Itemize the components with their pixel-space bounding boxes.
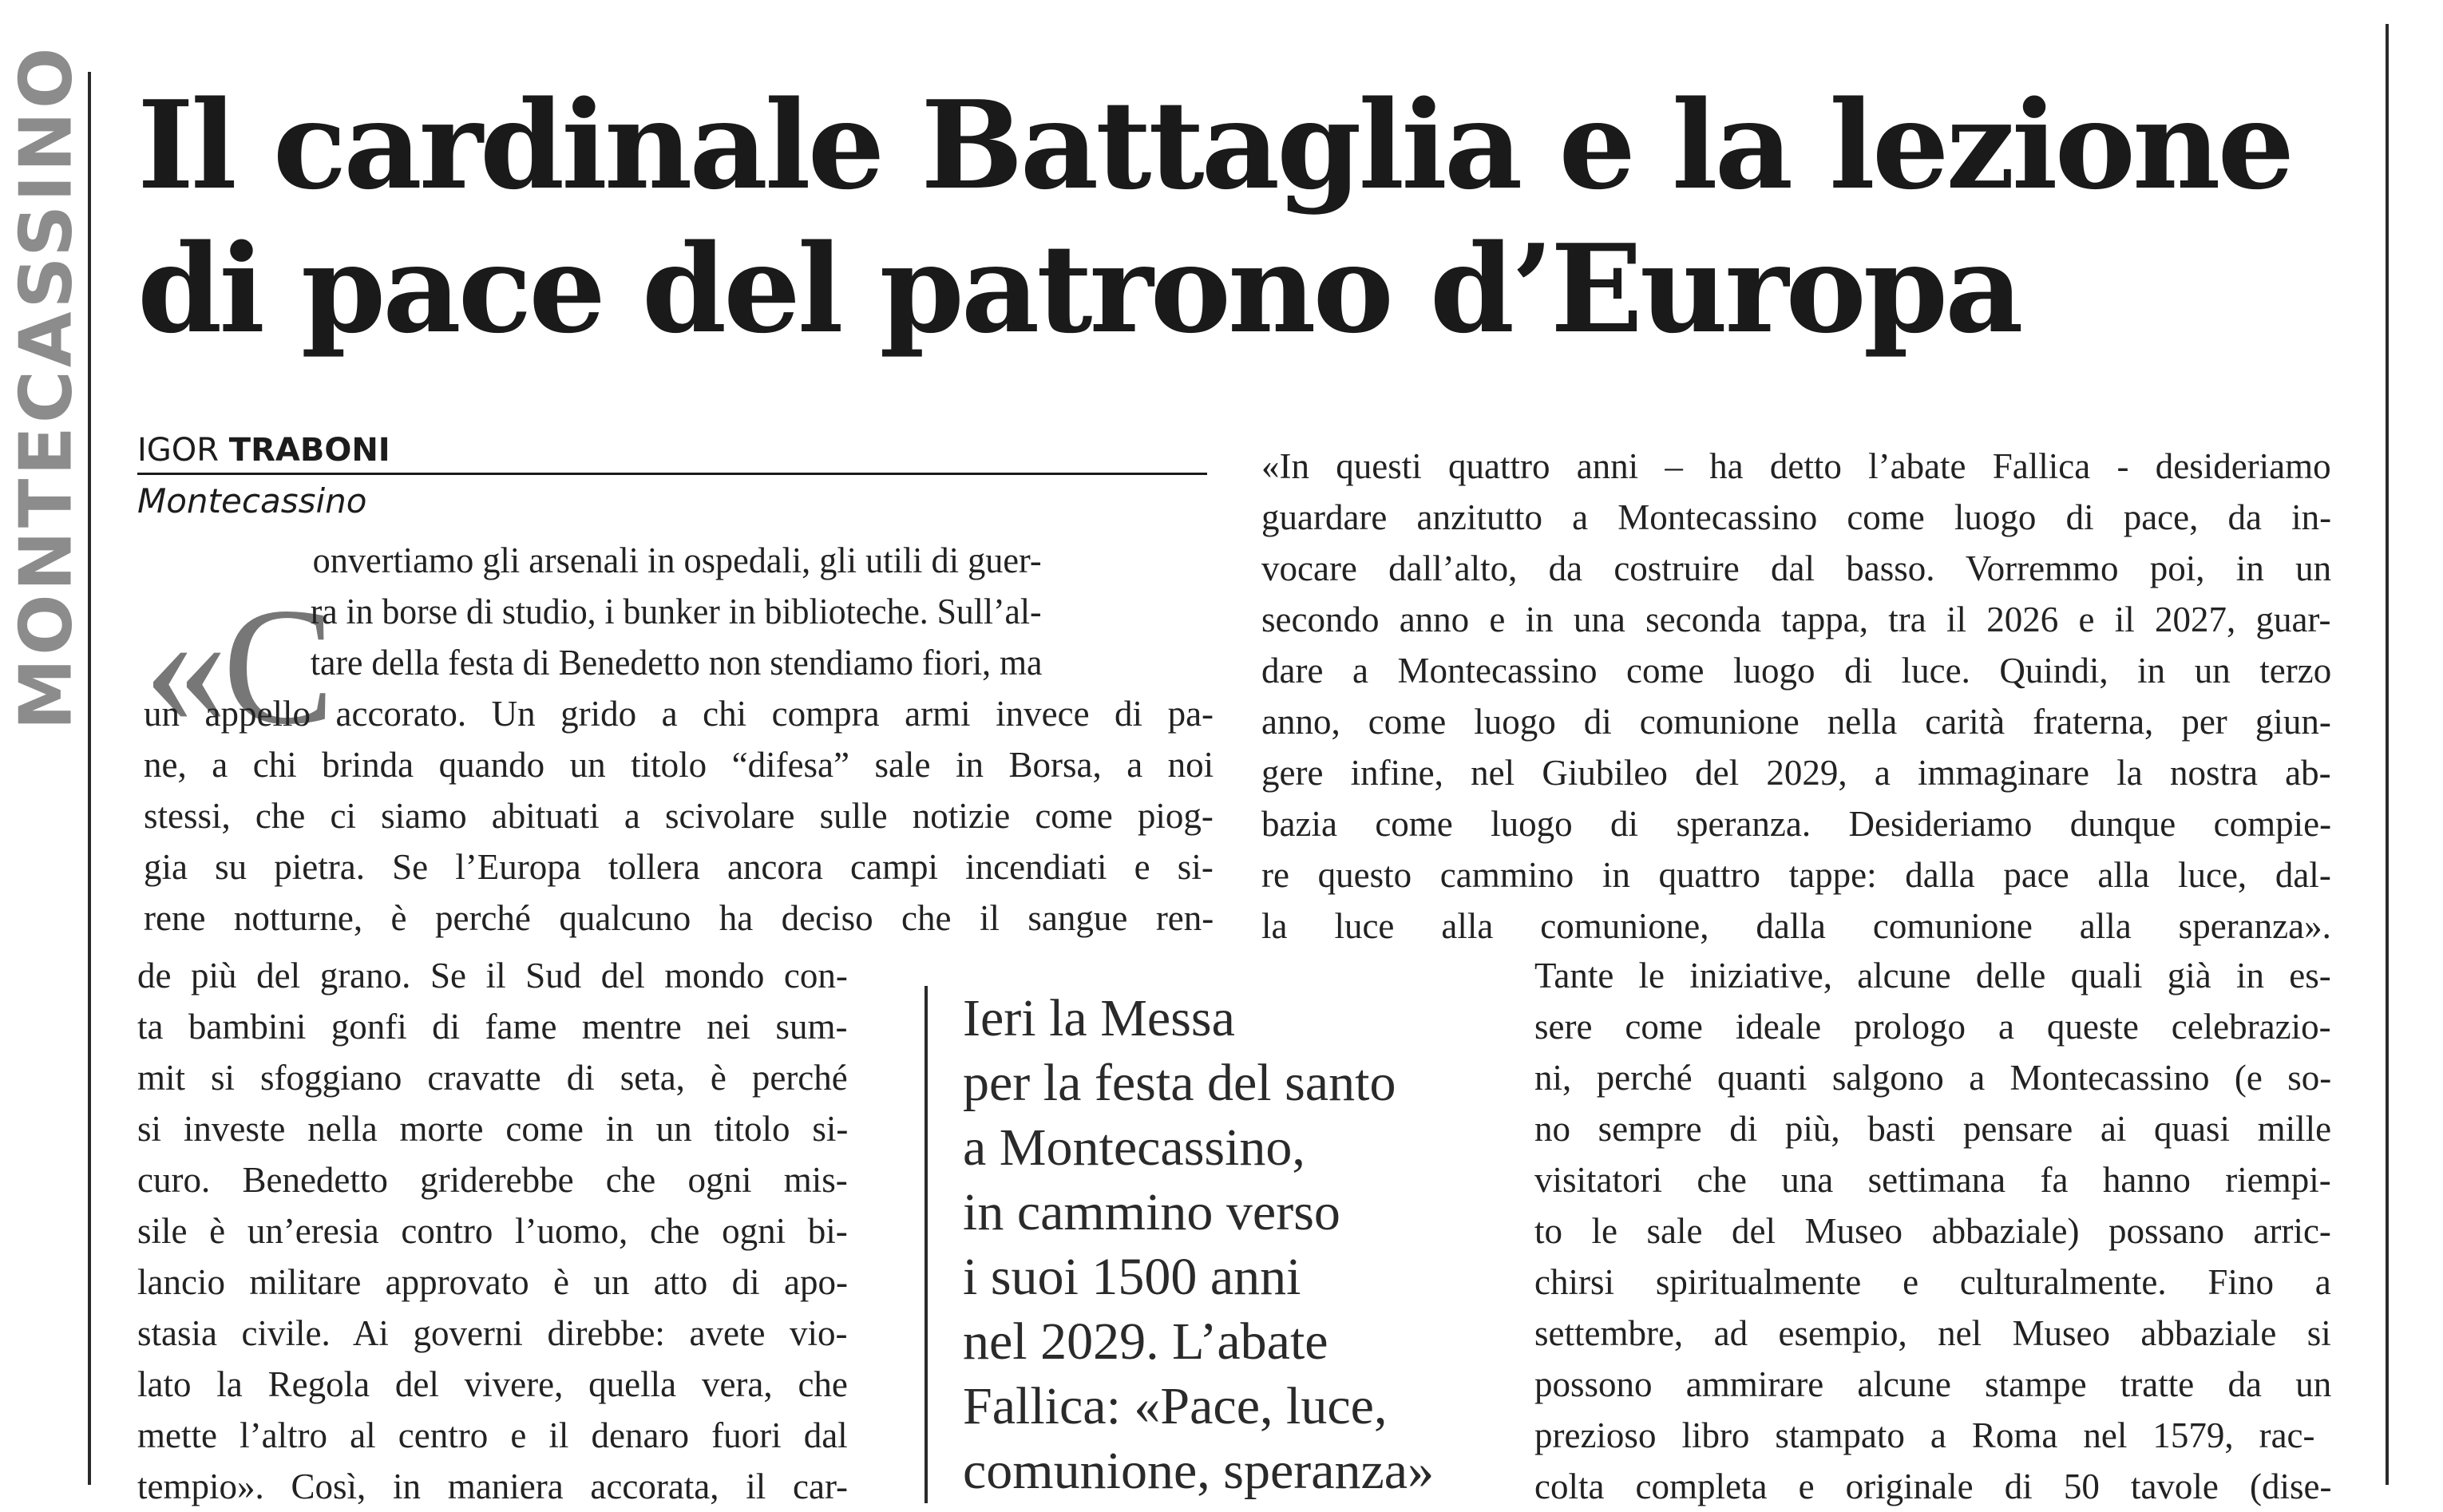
body-line: tempio». Così, in maniera accorata, il car- [137,1466,849,1506]
body-line: gere infine, nel Giubileo del 2029, a immaginare la nostra ab- [1261,753,2331,793]
left-column-rule [88,72,91,1485]
body-line: gia su pietra. Se l’Europa tollera ancora campi incendiati e si- [144,847,1214,887]
body-line: lato la Regola del vivere, quella vera, che [137,1364,848,1404]
body-line: curo. Benedetto griderebbe che ogni mis- [137,1160,848,1200]
body-line: un appello accorato. Un grido a chi compra armi invece di pa- [144,694,1214,734]
author-first-name: IGOR [137,432,220,469]
body-line: stasia civile. Ai governi direbbe: avete vio- [137,1313,848,1353]
drop-cap: «C [144,574,331,759]
pull-quote-line: i suoi 1500 anni [963,1248,1301,1306]
body-line: prezioso libro stampato a Roma nel 1579, rac- [1534,1415,2315,1455]
body-line: Tante le iniziative, alcune delle quali già in es- [1534,956,2331,995]
body-line: colta completa e originale di 50 tavole (dise- [1534,1466,2332,1506]
body-line: mette l’altro al centro e il denaro fuori dal [137,1415,848,1455]
body-line: vocare dall’alto, da costruire dal basso. Vorremmo poi, in un [1261,548,2332,588]
article-body-column-2 [137,950,848,1512]
body-line: onvertiamo gli arsenali in ospedali, gli utili di guer- [312,540,1042,580]
body-line: ra in borse di studio, i bunker in biblioteche. Sull’al- [310,592,1042,631]
body-line: sile è un’eresia contro l’uomo, che ogni bi- [137,1211,848,1251]
body-line: to le sale del Museo abbaziale) possano arric- [1534,1211,2331,1251]
author-last-name: TRABONI [228,432,390,469]
headline-line: Il cardinale Battaglia e la lezione [137,73,2292,216]
byline [137,431,1207,475]
pull-quote-line: per la festa del santo [963,1054,1396,1112]
pull-quote-line: Ieri la Messa [963,989,1235,1047]
body-line: tare della festa di Benedetto non stendiamo fiori, ma [310,643,1043,683]
body-line: rene notturne, è perché qualcuno ha deciso che il sangue ren- [144,898,1214,938]
section-label-text: MONTECASSINO [4,44,89,730]
body-line: settembre, ad esempio, nel Museo abbaziale si [1534,1313,2331,1353]
body-line: si investe nella morte come in un titolo si- [137,1109,849,1149]
body-line: anno, come luogo di comunione nella carità fraterna, per giun- [1261,702,2331,742]
article-body-column-4 [1534,950,2331,1512]
body-line: guardare anzitutto a Montecassino come luogo di pace, da in- [1261,497,2332,537]
article-body-column-1 [144,535,1214,944]
pull-quote [925,986,1522,1503]
pull-quote-line: in cammino verso [963,1183,1340,1241]
right-column-rule [2386,24,2389,1485]
body-line: la luce alla comunione, dalla comunione alla speranza». [1261,906,2331,946]
body-line: ne, a chi brinda quando un titolo “difesa” sale in Borsa, a noi [144,745,1214,785]
body-line: de più del grano. Se il Sud del mondo con- [137,956,848,995]
body-line: mit si sfoggiano cravatte di seta, è perché [137,1058,848,1098]
body-line: ni, perché quanti salgono a Montecassino (e so- [1534,1058,2332,1098]
pull-quote-line: Fallica: «Pace, luce, [963,1377,1388,1435]
headline-line: di pace del patrono d’Europa [137,217,2021,360]
body-line: chirsi spiritualmente e culturalmente. Fino a [1534,1262,2331,1302]
article-headline [137,73,2341,361]
body-line: lancio militare approvato è un atto di apo- [137,1262,848,1302]
body-line: dare a Montecassino come luogo di luce. Quindi, in un terzo [1261,651,2332,691]
dateline: Montecassino [137,481,367,520]
body-line: «In questi quattro anni – ha detto l’abate Fallica - desideriamo [1261,446,2331,486]
body-line: visitatori che una settimana fa hanno riempi- [1534,1160,2331,1200]
body-line: no sempre di più, basti pensare ai quasi mille [1534,1109,2332,1149]
body-line: secondo anno e in una seconda tappa, tra il 2026 e il 2027, guar- [1261,600,2331,639]
body-line: bazia come luogo di speranza. Desideriamo dunque compie- [1261,804,2332,844]
article-body-column-3 [1261,441,2331,952]
pull-quote-line: a Montecassino, [963,1118,1305,1177]
pull-quote-line: nel 2029. L’abate [963,1312,1328,1371]
body-line: stessi, che ci siamo abituati a scivolare sulle notizie come piog- [144,796,1214,836]
body-line: possono ammirare alcune stampe tratte da un [1534,1364,2332,1404]
body-line: ta bambini gonfi di fame mentre nei sum- [137,1007,848,1047]
body-line: sere come ideale prologo a queste celebrazio- [1534,1007,2331,1047]
pull-quote-line: comunione, speranza» [963,1442,1435,1500]
section-label [4,44,89,730]
body-line: re questo cammino in quattro tappe: dalla pace alla luce, dal- [1261,855,2331,895]
